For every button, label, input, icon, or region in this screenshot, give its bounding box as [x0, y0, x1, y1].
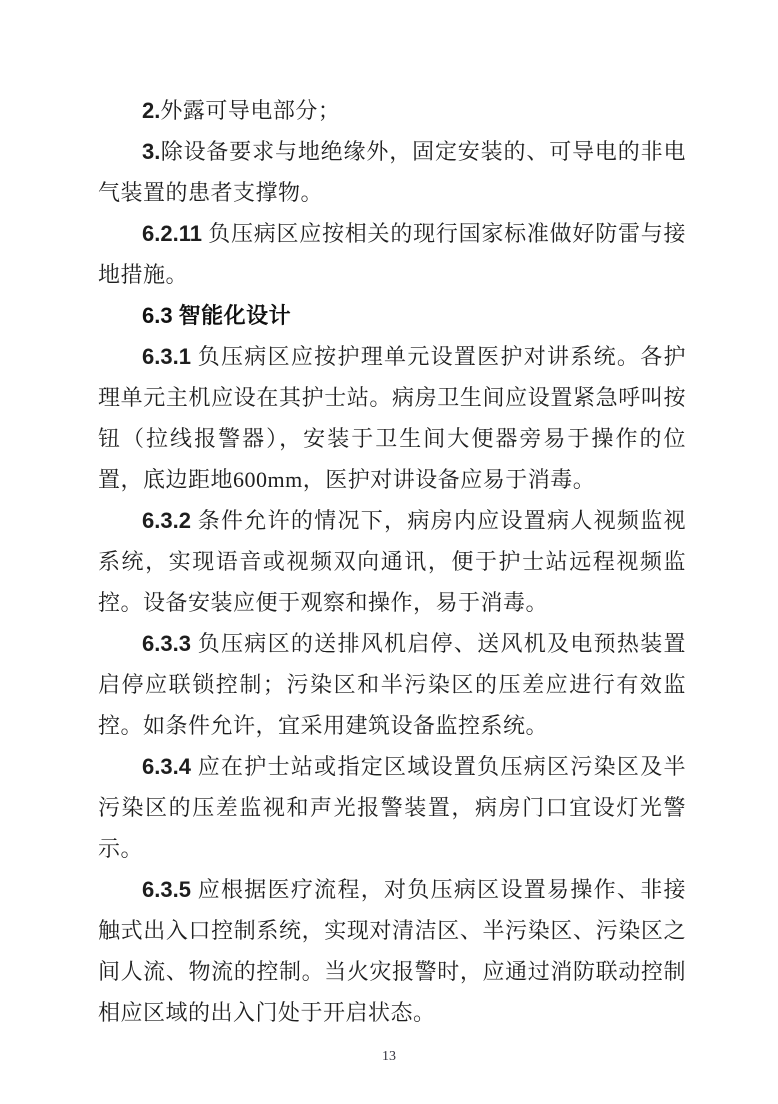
clause-text: 应根据医疗流程，对负压病区设置易操作、非接触式出入口控制系统，实现对清洁区、半污染区、污染区之间人流、物流的控制。当火灾报警时，应通过消防联动控制相应区域的出入门处于开启状态。	[98, 877, 686, 1025]
clause-number: 3.	[142, 139, 161, 164]
paragraph	[98, 131, 686, 213]
section-heading	[98, 295, 686, 336]
clause-text: 负压病区应按护理单元设置医护对讲系统。各护理单元主机应设在其护士站。病房卫生间应设置紧急呼叫按钮（拉线报警器），安装于卫生间大便器旁易于操作的位置，底边距地600mm，医护对讲设备应易于消毒。	[98, 344, 686, 492]
clause-number: 6.3.5	[142, 877, 191, 902]
clause-number: 6.3.3	[142, 631, 191, 656]
paragraph	[98, 90, 686, 131]
clause-text: 负压病区的送排风机启停、送风机及电预热装置启停应联锁控制；污染区和半污染区的压差应进行有效监控。如条件允许，宜采用建筑设备监控系统。	[98, 631, 686, 738]
clause-number: 6.3.2	[142, 508, 191, 533]
clause-number: 6.3.1	[142, 344, 191, 369]
clause-number: 6.3	[142, 303, 173, 328]
clause-text: 条件允许的情况下，病房内应设置病人视频监视系统，实现语音或视频双向通讯，便于护士站远程视频监控。设备安装应便于观察和操作，易于消毒。	[98, 508, 686, 615]
clause-text: 应在护士站或指定区域设置负压病区污染区及半污染区的压差监视和声光报警装置，病房门口宜设灯光警示。	[98, 754, 686, 861]
clause-number: 6.3.4	[142, 754, 191, 779]
paragraph	[98, 500, 686, 623]
page-number: 13	[382, 1049, 396, 1064]
paragraph	[98, 336, 686, 500]
clause-text: 负压病区应按相关的现行国家标准做好防雷与接地措施。	[98, 221, 686, 287]
paragraph	[98, 623, 686, 746]
clause-number: 2.	[142, 98, 161, 123]
clause-text: 除设备要求与地绝缘外，固定安装的、可导电的非电气装置的患者支撑物。	[98, 139, 686, 205]
paragraph	[98, 869, 686, 1033]
paragraph	[98, 213, 686, 295]
clause-text: 外露可导电部分；	[160, 98, 341, 123]
clause-number: 6.2.11	[142, 221, 202, 246]
clause-text: 智能化设计	[172, 303, 292, 328]
page-content	[98, 90, 686, 1033]
paragraph	[98, 746, 686, 869]
